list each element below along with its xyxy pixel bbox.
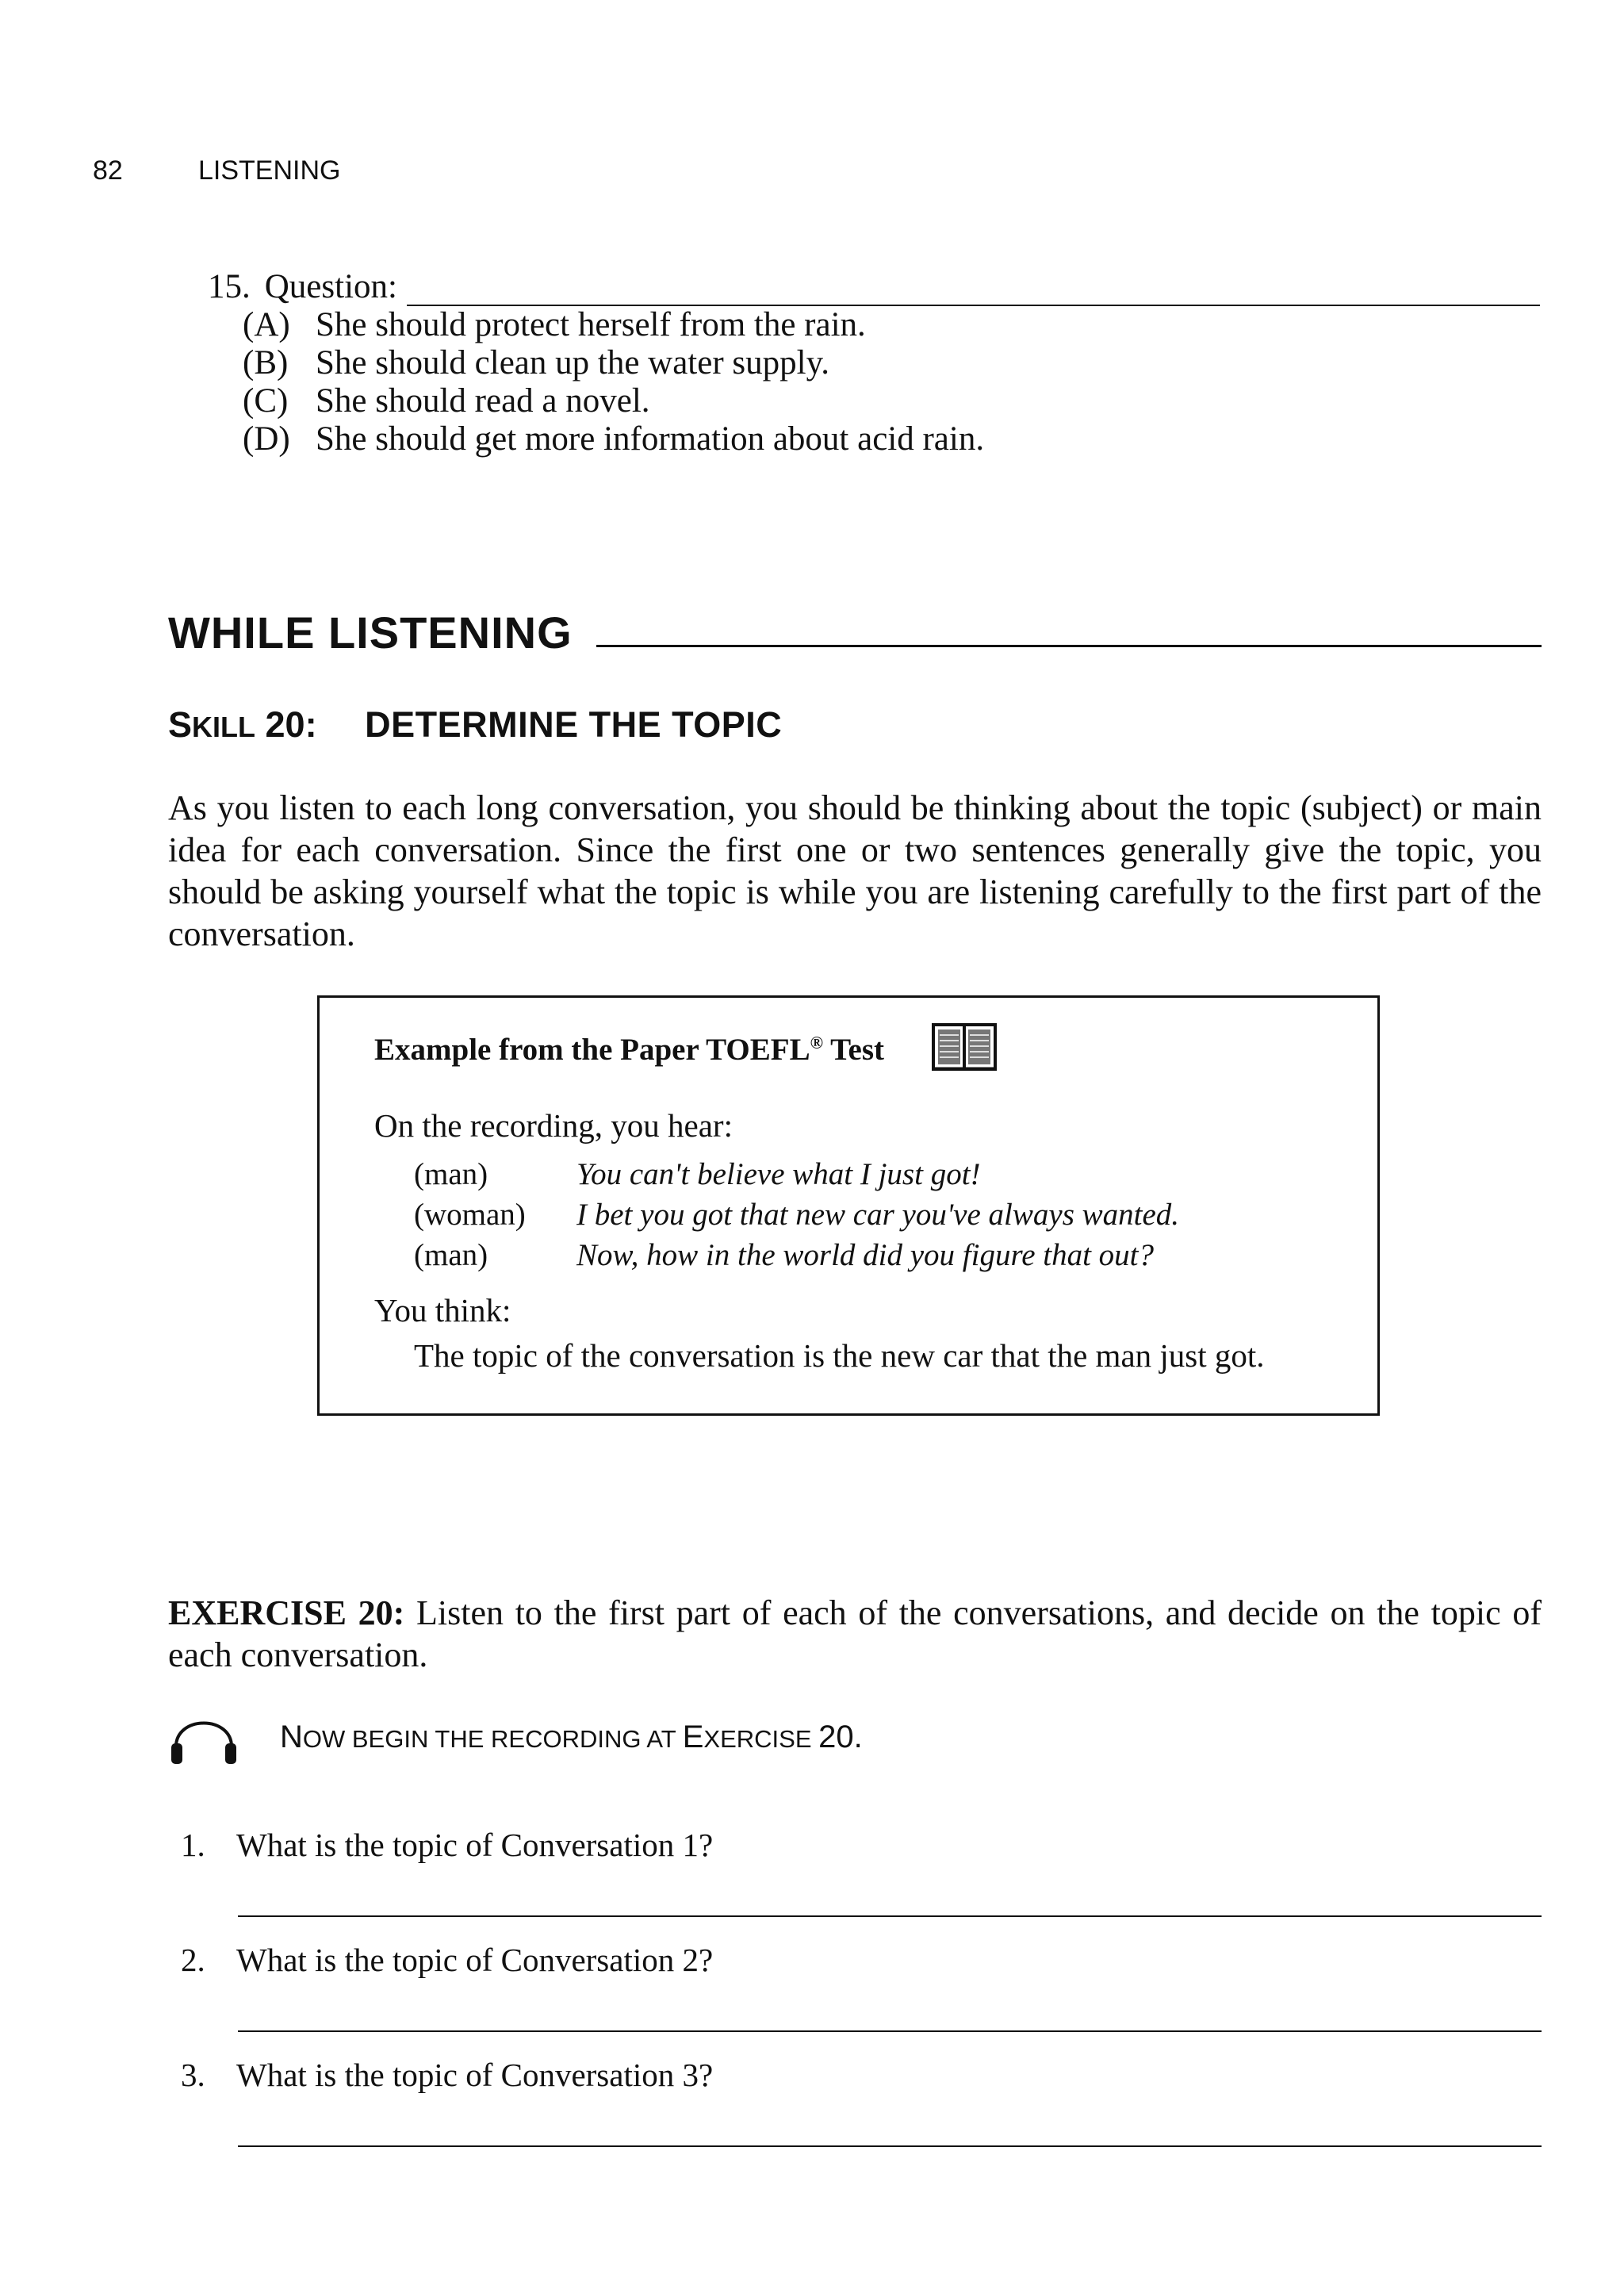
skill-heading bbox=[168, 704, 782, 746]
example-title bbox=[374, 1032, 884, 1068]
question-number: 1. bbox=[181, 1827, 205, 1863]
option-text: She should clean up the water supply. bbox=[316, 344, 830, 382]
recording-cue bbox=[280, 1720, 863, 1755]
question-15 bbox=[208, 268, 1540, 458]
answer-line-2[interactable] bbox=[238, 2030, 1542, 2032]
cue-cap: N bbox=[280, 1720, 303, 1754]
question-1 bbox=[181, 1826, 713, 1864]
skill-number: 20: bbox=[265, 704, 317, 745]
answer-options bbox=[243, 306, 1540, 458]
answer-line-1[interactable] bbox=[238, 1915, 1542, 1917]
question-15-prompt bbox=[208, 268, 1540, 306]
utterance: You can't believe what I just got! bbox=[576, 1157, 981, 1191]
question-number: 15. bbox=[208, 268, 251, 305]
running-header: LISTENING bbox=[198, 155, 341, 186]
question-text: What is the topic of Conversation 1? bbox=[236, 1827, 714, 1863]
section-heading bbox=[168, 609, 1542, 657]
answer-blank[interactable] bbox=[407, 278, 1540, 306]
question-3 bbox=[181, 2056, 713, 2094]
think-label: You think: bbox=[374, 1292, 511, 1329]
speaker: (woman) bbox=[414, 1198, 526, 1232]
option-letter: (B) bbox=[243, 344, 289, 382]
registered-mark: ® bbox=[810, 1033, 824, 1052]
option-c[interactable] bbox=[243, 382, 1540, 420]
exercise-label: EXERCISE 20: bbox=[168, 1593, 405, 1632]
cue-cap: E bbox=[682, 1720, 704, 1754]
answer-line-3[interactable] bbox=[238, 2145, 1542, 2147]
exercise-text: Listen to the first part of each of the conversations, and decide on the topic of each conversation. bbox=[168, 1593, 1542, 1674]
question-number: 2. bbox=[181, 1942, 205, 1978]
hear-label: On the recording, you hear: bbox=[374, 1107, 733, 1144]
option-letter: (D) bbox=[243, 420, 290, 458]
cue-rest: XERCISE bbox=[703, 1725, 819, 1753]
intro-paragraph: As you listen to each long conversation, you should be thinking about the topic (subject) or main idea for each conversation. Since the first one or two sentences generally give the topic, you should be asking yourself what the topic is while you are listening carefully to the first part of the conversation. bbox=[168, 788, 1542, 953]
dialogue-line bbox=[414, 1154, 1179, 1194]
example-title-text: Example from the Paper TOEFL bbox=[374, 1033, 810, 1067]
option-d[interactable] bbox=[243, 420, 1540, 458]
cue-number: 20. bbox=[818, 1720, 863, 1754]
skill-title: DETERMINE THE TOPIC bbox=[365, 704, 783, 745]
skill-label-rest: KILL bbox=[192, 711, 255, 743]
exercise-instructions bbox=[168, 1592, 1542, 1676]
question-2 bbox=[181, 1941, 713, 1979]
option-b[interactable] bbox=[243, 344, 1540, 382]
option-letter: (C) bbox=[243, 382, 289, 420]
utterance: I bet you got that new car you've always wanted. bbox=[576, 1198, 1180, 1232]
speaker: (man) bbox=[414, 1238, 488, 1272]
option-letter: (A) bbox=[243, 306, 290, 343]
dialogue bbox=[414, 1154, 1179, 1275]
headphones-icon bbox=[168, 1699, 239, 1767]
option-text: She should get more information about acid rain. bbox=[316, 420, 985, 458]
skill-label-cap: S bbox=[168, 704, 193, 745]
option-text: She should protect herself from the rain. bbox=[316, 306, 866, 343]
speaker: (man) bbox=[414, 1157, 488, 1191]
cue-rest: OW BEGIN THE RECORDING AT bbox=[302, 1725, 683, 1753]
question-text: What is the topic of Conversation 2? bbox=[236, 1942, 714, 1978]
option-text: She should read a novel. bbox=[316, 382, 650, 420]
example-answer: The topic of the conversation is the new car that the man just got. bbox=[414, 1337, 1265, 1374]
section-heading-text: WHILE LISTENING bbox=[168, 608, 573, 658]
dialogue-line bbox=[414, 1235, 1179, 1275]
question-text: What is the topic of Conversation 3? bbox=[236, 2057, 714, 2093]
page-number: 82 bbox=[93, 155, 123, 186]
example-title-suffix: Test bbox=[823, 1033, 885, 1067]
question-label: Question: bbox=[264, 268, 397, 305]
utterance: Now, how in the world did you figure that out? bbox=[576, 1238, 1155, 1272]
option-a[interactable] bbox=[243, 306, 1540, 344]
dialogue-line bbox=[414, 1194, 1179, 1235]
heading-rule bbox=[596, 645, 1542, 647]
book-icon bbox=[932, 1023, 997, 1071]
question-number: 3. bbox=[181, 2057, 205, 2093]
